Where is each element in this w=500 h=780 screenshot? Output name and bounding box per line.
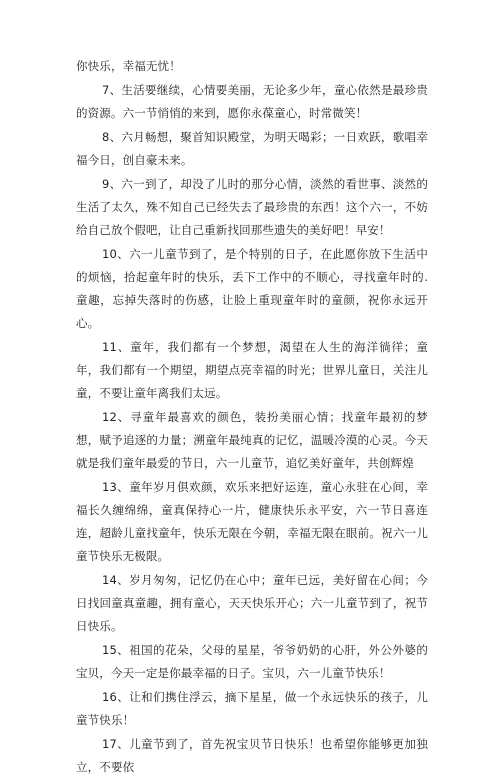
paragraph-8: 8、六月畅想，聚首知识殿堂，为明天喝彩；一日欢跃，歌唱幸福今日，创自豪未来。: [76, 130, 428, 167]
paragraph-17: 17、儿童节到了，首先祝宝贝节日快乐！也希望你能够更加独立，不要依: [76, 737, 428, 774]
paragraph-9: 9、六一到了，却没了儿时的那分心情，淡然的看世事、淡然的生活了太久，殊不知自己已经失去了最珍贵的东西！这个六一，不妨给自己放个假吧，让自己重新找回那些遗失的美好吧！早安！: [76, 177, 428, 237]
paragraph-7: 7、生活要继续，心情要美丽，无论多少年，童心依然是最珍贵的资源。六一节悄悄的来到，愿你永葆童心，时常微笑！: [76, 83, 428, 120]
paragraph-15: 15、祖国的花朵，父母的星星，爷爷奶奶的心肝，外公外婆的宝贝，今天一定是你最幸福的日子。宝贝，六一儿童节快乐！: [76, 643, 428, 680]
paragraph-16: 16、让和们携住浮云，摘下星星，做一个永远快乐的孩子，儿童节快乐！: [76, 690, 428, 727]
paragraph-fragment: 你快乐，幸福无忧！: [76, 59, 181, 73]
paragraph-10: 10、六一儿童节到了，是个特别的日子，在此愿你放下生活中的烦恼，拾起童年时的快乐，丢下工作中的不顺心，寻找童年时的.童趣，忘掉失落时的伤感，让脸上重现童年时的童颜，祝你永远开心。: [76, 247, 428, 330]
document-page: [76, 55, 428, 780]
paragraph-14: 14、岁月匆匆，记忆仍在心中；童年已远，美好留在心间；今日找回童真童趣，拥有童心，天天快乐开心；六一儿童节到了，祝节日快乐。: [76, 573, 428, 633]
paragraph-12: 12、寻童年最喜欢的颜色，装扮美丽心情；找童年最初的梦想，赋予追逐的力量；溯童年最纯真的记忆，温暖冷漠的心灵。今天就是我们童年最爱的节日，六一儿童节，追忆美好童年，共创辉煌: [76, 410, 428, 470]
paragraph-11: 11、童年，我们都有一个梦想，渴望在人生的海洋徜徉；童年，我们都有一个期望，期望点亮幸福的时光；世界儿童日，关注儿童，不要让童年离我们太远。: [76, 340, 428, 400]
paragraph-13: 13、童年岁月倶欢颜，欢乐来把好运连，童心永驻在心间，幸福长久缠绵绵，童真保持心一片，健康快乐永平安，六一节日喜连连，超龄儿童找童年，快乐无限在今朝，幸福无限在眼前。祝六一儿童节快乐无极限。: [76, 480, 428, 563]
